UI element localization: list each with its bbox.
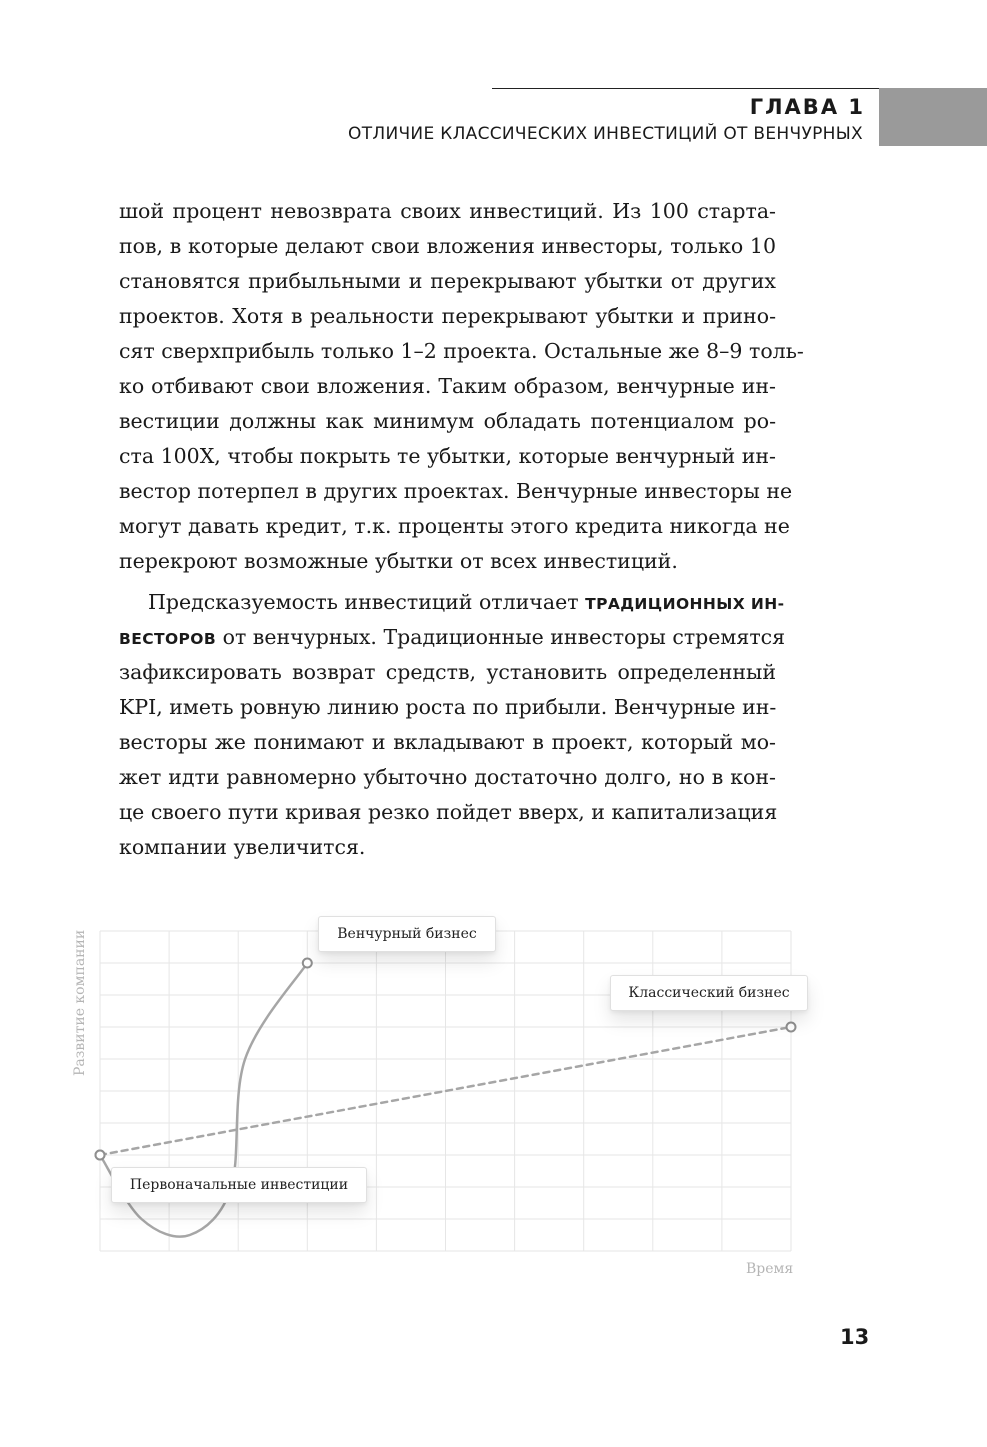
text-line: пов, в которые делают свои вложения инвесторы, только 10 [119,234,776,258]
text-line: це своего пути кривая резко пойдет вверх, и капитализация [119,800,778,824]
text-line: перекроют возможные убытки от всех инвестиций. [119,549,678,573]
emphasis-term: ВЕСТОРОВ [119,630,217,648]
chapter-label: ГЛАВА 1 [749,95,865,119]
page-number: 13 [840,1325,870,1349]
callout-venture: Венчурный бизнес [318,916,496,952]
text-line: шой процент невозврата своих инвестиций. Из 100 старта- [119,199,776,223]
text-line [119,621,786,653]
text-line: проектов. Хотя в реальности перекрывают убытки и прино- [119,304,776,328]
callout-initial-investment: Первоначальные инвестиции [111,1167,367,1203]
text-line: сят сверхприбыль только 1–2 проекта. Остальные же 8–9 толь- [119,339,804,363]
text-span: Предсказуемость инвестиций отличает [148,590,579,614]
chapter-title: ОТЛИЧИЕ КЛАССИЧЕСКИХ ИНВЕСТИЦИЙ ОТ ВЕНЧУРНЫХ [348,124,863,144]
text-line: KPI, иметь ровную линию роста по прибыли. Венчурные ин- [119,695,777,719]
text-line: вестиции должны как минимум обладать потенциалом ро- [119,409,776,433]
emphasis-term: ТРАДИЦИОННЫХ ИН- [585,595,785,613]
x-axis-label: Время [746,1261,794,1277]
header-rule [492,88,879,89]
venture-end-point [303,959,312,968]
text-line: компании увеличится. [119,835,366,859]
text-line: ста 100Х, чтобы покрыть те убытки, которые венчурный ин- [119,444,776,468]
text-line: жет идти равномерно убыточно достаточно долго, но в кон- [119,765,776,789]
text-line: могут давать кредит, т.к. проценты этого кредита никогда не [119,514,790,538]
classic-end-point [787,1023,796,1032]
text-line: весторы же понимают и вкладывают в проект, который мо- [119,730,776,754]
text-line: ко отбивают свои вложения. Таким образом, венчурные ин- [119,374,776,398]
text-line: зафиксировать возврат средств, установить определенный [119,660,776,684]
chapter-tab [879,88,987,146]
text-line: вестор потерпел в других проектах. Венчурные инвесторы не [119,479,793,503]
classic-start-point [96,1151,105,1160]
callout-classic: Классический бизнес [610,975,808,1011]
text-span: от венчурных. Традиционные инвесторы стремятся [222,625,786,649]
text-line [148,586,785,618]
text-line: становятся прибыльными и перекрывают убытки от других [119,269,776,293]
y-axis-label: Развитие компании [72,929,88,1076]
